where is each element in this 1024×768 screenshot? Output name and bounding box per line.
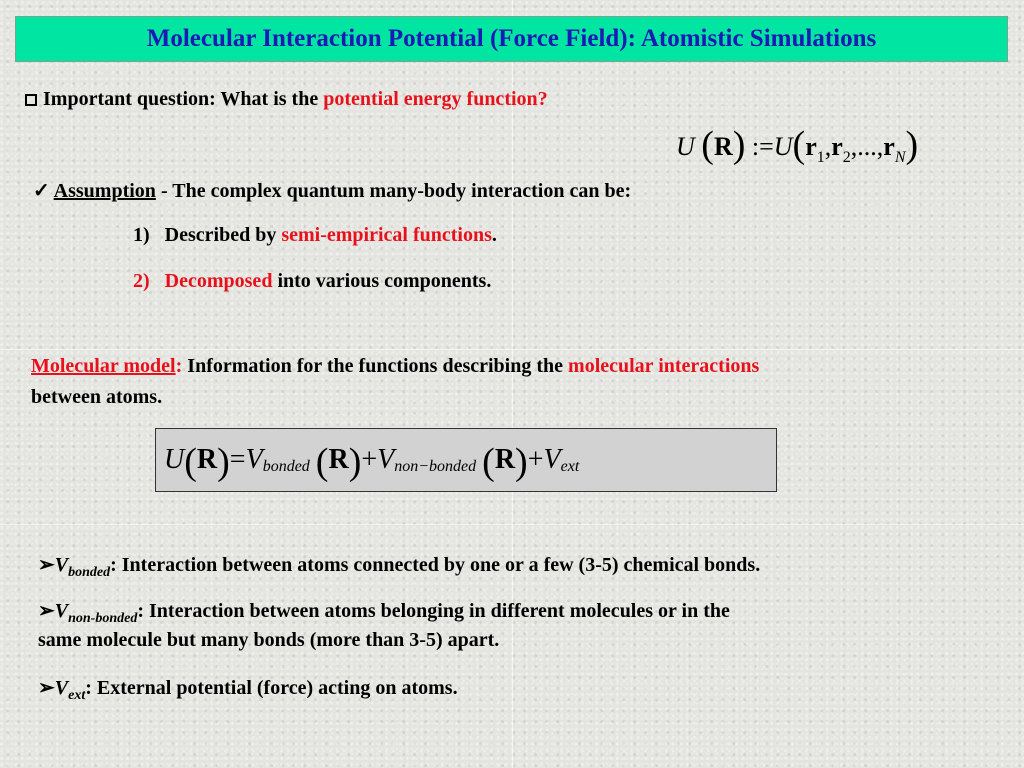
model-text: Information for the functions describing the [182, 355, 569, 377]
model-text-continued: between atoms. [31, 386, 163, 408]
paren-open-icon: ( [482, 441, 495, 483]
definition-symbol: V [54, 677, 69, 699]
definition-text: : Interaction between atoms belonging in different molecules or in the [137, 600, 730, 622]
model-line-1 [31, 355, 759, 378]
definition-text: : Interaction between atoms connected by one or a few (3-5) chemical bonds. [110, 554, 761, 576]
checkmark-icon: ✓ [33, 180, 50, 202]
formula-plus: + [361, 444, 378, 475]
checkbox-bullet-icon [25, 94, 37, 106]
formula-sub-ext: ext [560, 458, 580, 475]
definition-nonbonded [38, 598, 730, 626]
formula-symbol-r: R [328, 444, 349, 475]
definition-sub: bonded [68, 565, 111, 580]
list-number: 1) [133, 224, 150, 246]
arrow-bullet-icon: ➢ [38, 677, 55, 699]
definition-sub: ext [68, 688, 86, 703]
formula-symbol-r: R [713, 132, 733, 161]
question-text: Important question: What is the [43, 88, 324, 110]
formula-rn: r [883, 132, 895, 161]
slide-title-text: Molecular Interaction Potential (Force Field): Atomistic Simulations [146, 25, 877, 52]
paren-close-icon: ) [905, 124, 919, 166]
formula-potential-definition [676, 124, 919, 166]
assumption-text: - The complex quantum many-body interaction can be: [155, 180, 632, 202]
list-number: 2) [133, 270, 150, 292]
list-highlight: Decomposed [164, 270, 273, 292]
definition-text: same molecule but many bonds (more than 3-5) apart. [38, 629, 500, 651]
list-item [133, 270, 491, 293]
question-highlight: potential energy function? [323, 88, 548, 110]
formula-ellipsis: ..., [857, 132, 884, 161]
list-highlight: semi-empirical functions [281, 224, 492, 246]
model-label: Molecular model [31, 355, 176, 377]
formula-symbol-r: R [196, 444, 218, 475]
background-rule [512, 0, 513, 768]
formula-symbol-u: U [676, 132, 695, 161]
paren-close-icon: ) [732, 124, 746, 166]
definition-bonded [38, 552, 761, 580]
assumption-line [33, 178, 631, 203]
list-item [133, 224, 497, 247]
paren-open-icon: ( [184, 441, 197, 483]
assumption-label: Assumption [53, 180, 156, 202]
formula-sub-non-bonded: non−bonded [394, 458, 477, 475]
formula-sub-2: 2 [842, 149, 851, 166]
formula-decomposition-box [155, 428, 777, 492]
model-colon: : [175, 355, 183, 377]
formula-symbol-r: R [494, 444, 516, 475]
paren-open-icon: ( [792, 124, 806, 166]
paren-close-icon: ) [217, 441, 230, 483]
formula-symbol-v: V [377, 444, 395, 475]
formula-comma: , [824, 132, 832, 161]
arrow-bullet-icon: ➢ [38, 600, 55, 622]
formula-sub-n: N [894, 149, 906, 166]
formula-sub-1: 1 [816, 149, 825, 166]
paren-open-icon: ( [701, 124, 714, 166]
definition-sub: non-bonded [68, 611, 138, 626]
arrow-bullet-icon: ➢ [38, 554, 55, 576]
formula-symbol-v: V [543, 444, 561, 475]
model-highlight: molecular interactions [568, 355, 760, 377]
question-line [25, 88, 548, 111]
formula-symbol-u: U [773, 132, 793, 161]
formula-symbol-v: V [245, 444, 263, 475]
formula-symbol-u: U [164, 444, 185, 475]
list-text: . [491, 224, 497, 246]
formula-plus: + [527, 444, 544, 475]
formula-r2: r [831, 132, 843, 161]
formula-equals: = [229, 444, 246, 475]
formula-r1: r [805, 132, 817, 161]
definition-nonbonded-continued [38, 629, 499, 652]
formula-sub-bonded: bonded [262, 458, 310, 475]
definition-text: : External potential (force) acting on atoms. [85, 677, 458, 699]
slide-title [15, 16, 1008, 62]
definition-ext [38, 675, 458, 703]
list-text: Described by [164, 224, 282, 246]
formula-comma: , [850, 132, 858, 161]
paren-open-icon: ( [315, 441, 329, 483]
paren-close-icon: ) [515, 441, 528, 483]
definition-symbol: V [54, 600, 69, 622]
formula-assign: := [751, 132, 774, 161]
paren-close-icon: ) [348, 441, 362, 483]
model-line-2 [31, 386, 162, 409]
list-text: into various components. [272, 270, 492, 292]
definition-symbol: V [54, 554, 69, 576]
